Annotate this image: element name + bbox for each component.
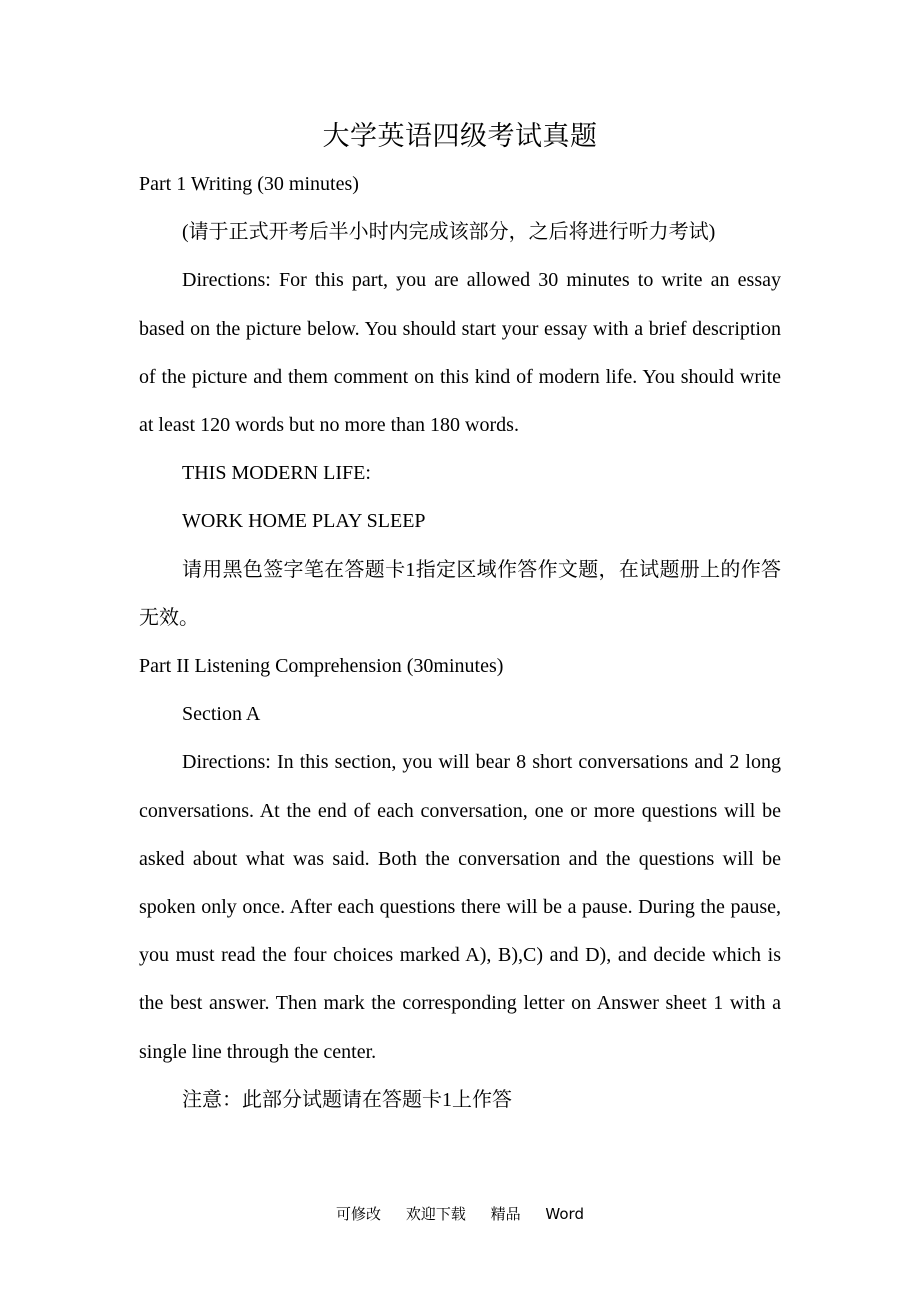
- part1-directions: Directions: For this part, you are allowed 30 minutes to write an essay based on the picture below. You should start your essay with a brief description of the picture and them comment on this kind of modern life. You should write at least 120 words but no more than 180 words.: [139, 269, 781, 437]
- part1-answer-note: 请用黑色签字笔在答题卡1指定区域作答作文题，在试题册上的作答无效。: [139, 558, 781, 629]
- footer-word: Word: [545, 1205, 584, 1223]
- section-a-note: 注意：此部分试题请在答题卡1上作答: [182, 1088, 512, 1111]
- document-body: [139, 160, 781, 1124]
- essay-picture-words: WORK HOME PLAY SLEEP: [182, 510, 426, 533]
- essay-topic: THIS MODERN LIFE:: [182, 462, 371, 485]
- page-title: 大学英语四级考试真题: [322, 121, 598, 151]
- footer-quality: 精品: [490, 1205, 521, 1223]
- section-a-directions: Directions: In this section, you will bear 8 short conversations and 2 long conversations. At the end of each conversation, one or more questions will be asked about what was said. Both the conversation and the questions will be spoken only once. After each questions there will be a pause. During the pause, you must read the four choices marked A), B),C) and D), and decide which is the best answer. Then mark the corresponding letter on Answer sheet 1 with a single line through the center.: [139, 751, 781, 1063]
- part1-note: (请于正式开考后半小时内完成该部分，之后将进行听力考试): [182, 221, 716, 244]
- page-footer: [0, 1202, 920, 1226]
- footer-editable: 可修改: [336, 1205, 382, 1223]
- section-a-heading: Section A: [182, 703, 261, 726]
- footer-welcome: 欢迎下载: [405, 1205, 466, 1223]
- part1-heading: Part 1 Writing (30 minutes): [139, 173, 359, 195]
- part2-heading: Part II Listening Comprehension (30minutes): [139, 655, 504, 678]
